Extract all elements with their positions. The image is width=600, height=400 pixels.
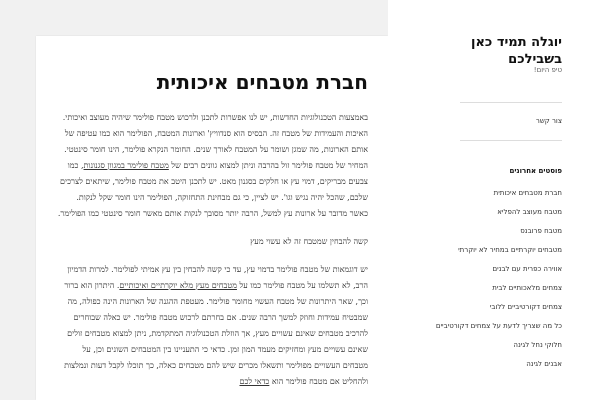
contact-link[interactable]: צור קשר [535, 117, 562, 125]
paragraph-text: , כמו צבעים מבריקים, דמוי עץ או חלקים בסגנון מאט. יש לתכנן היטב את מטבח פולימר, שיתאים לצרכים שלכם, שהכל יהיה נגיש וגו'. יש לציין, כי גם מבחינת התחזוקה, הפולימר הינו חומר שקל לנקות. כאשר מדובר על ארונות עץ למשל, הרבה יותר מסובך לנקות אותם מאשר חומר סינטטי כמו הפולימר. [57, 161, 368, 218]
recent-post-link[interactable]: מטבחים יוקרתיים במחיר לא יוקרתי [458, 246, 562, 254]
article-link[interactable]: כדאי לכם [239, 377, 270, 386]
article-paragraph-3 [56, 262, 368, 390]
paragraph-text: . היתרון הוא ברור וכך, שאר היתרונות של מטבח העשוי מחומר פולימר. מעטפת ההגנה של הארונות הינה כפולה, מה שמבטיח עמידות וחוזק למשך הרבה שנים. אם בחרתם לרכוש מטבח פולימר. יש כאלה שבוחרים להרכיב מטבחים שאינם עשויים מעץ, אך הוזלת הטכנולוגיה המתקדמת, ניתן למצוא מטבחים זולים שאינם עשויים מעץ ומחזיקים מעמד המון זמן. כדאי כי התעניינו בין המטבחים השונים וכן, על מטבחים העשויים מפולימר ותשאלו מכרים שיש להם מטבחים כאלה, כך תוכלו לקבל דעות ונמלצות ולהחליט אם מטבח פולימר הוא [64, 281, 368, 386]
list-item [422, 358, 562, 377]
article-card [36, 36, 388, 400]
site-description: טיפ היום! [533, 66, 562, 74]
paragraph-text: באמצעות הטכנולוגיות החדשות, יש לנו אפשרות לתכנן ולרכוש מטבח פולימר שיהיה מעוצב ואיכותי. האיכות והעמידות של מטבח זה. הבסיס הוא סנדוויץ' וארונות המטבח, הפולימר הוא כמו עטיפה של אותם הארונות, מה שמגן ושומר על המטבח לאורך שנים. החומר הנקרא פולימר, הינו חומר סינטטי. המחיר של מטבח פולימר זול בהרבה וניתן למצוא גוונים רבים של [62, 113, 368, 170]
paragraph-text: יש דוגמאות של מטבח פולימר בדמוי עץ, עד כי קשה להבחין בין עץ אמיתי לפולימר. למרות הדמיון הרב, לא תשלמו על מטבח פולימר כמו על [67, 265, 368, 290]
recent-post-link[interactable]: חלוקי נחל לגינה [513, 341, 562, 349]
list-item [422, 206, 562, 225]
recent-post-link[interactable]: מטבח פרובנס [520, 227, 562, 235]
sidebar-divider [460, 140, 562, 141]
recent-posts-list [422, 187, 562, 377]
recent-posts-title: פוסטים אחרונים [509, 167, 562, 175]
article-link[interactable]: מטבח פולימר במגוון סגנונות [83, 161, 169, 170]
list-item [422, 225, 562, 244]
sidebar-divider [460, 102, 562, 103]
article-subheading: קשה להבחין שמטבח זה לא עשוי מעץ [250, 237, 368, 246]
recent-post-link[interactable]: חברת מטבחים איכותית [493, 189, 562, 197]
recent-post-link[interactable]: מטבח מעוצב להפליא [497, 208, 562, 216]
recent-post-link[interactable]: צמחים מלאכותיים לבית [492, 284, 562, 292]
list-item [422, 320, 562, 339]
sidebar [388, 0, 600, 400]
article-paragraph-1 [56, 110, 368, 222]
recent-post-link[interactable]: צמחים דקורטיביים ללובי [489, 303, 562, 311]
recent-post-link[interactable]: אווירה כפרית עם לבנים [492, 265, 562, 273]
article-link[interactable]: מטבחים מעץ מלא יוקרתיים ואיכותיים [119, 281, 237, 290]
article-title: חברת מטבחים איכותית [156, 70, 368, 94]
list-item [422, 339, 562, 358]
list-item [422, 187, 562, 206]
list-item [422, 282, 562, 301]
recent-post-link[interactable]: כל מה שצריך לדעת על צמחים דקורטיביים [435, 322, 562, 330]
recent-post-link[interactable]: אבנים לגינה [526, 360, 562, 368]
list-item [422, 301, 562, 320]
site-title[interactable]: יוגלה תמיד כאן בשבילכם [471, 35, 562, 67]
article-body [56, 110, 368, 400]
list-item [422, 263, 562, 282]
list-item [422, 244, 562, 263]
